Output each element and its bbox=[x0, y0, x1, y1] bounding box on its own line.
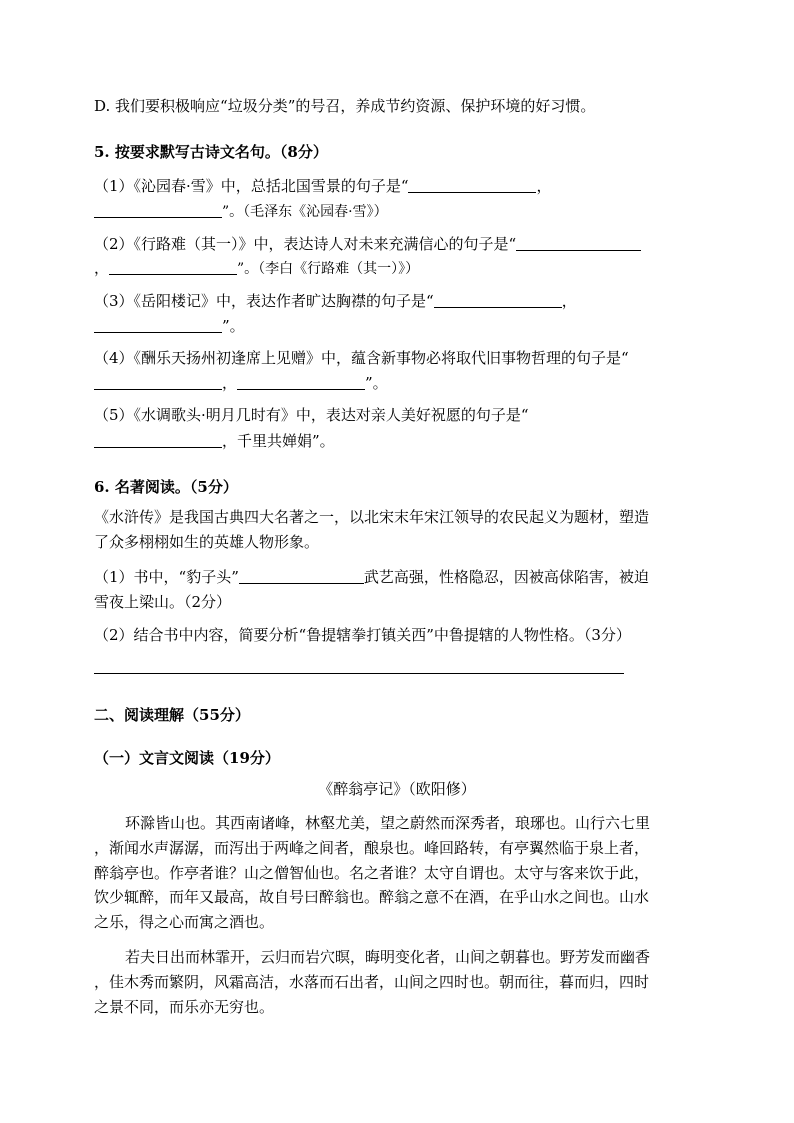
question-6-title: 6. 名著阅读。（5分） bbox=[94, 478, 238, 496]
q5-item-1-line-2: ”。（毛泽东《沁园春·雪》） bbox=[94, 200, 388, 223]
q5-item-5-line-2: ，千里共婵娟”。 bbox=[94, 430, 335, 452]
passage-line: 饮少辄醉，而年又最高，故自号曰醉翁也。醉翁之意不在酒，在乎山水之间也。山水 bbox=[94, 888, 650, 906]
question-5-title: 5. 按要求默写古诗文名句。（8分） bbox=[94, 143, 328, 161]
q6-intro-line-2: 了众多栩栩如生的英雄人物形象。 bbox=[94, 533, 320, 551]
answer-blank[interactable] bbox=[434, 291, 562, 308]
q5-item-2-line-2: ， ”。（李白《行路难（其一）》） bbox=[94, 259, 420, 277]
q6-part-1-line-1: （1）书中，“豹子头” 武艺高强，性格隐忍，因被高俅陷害，被迫 bbox=[94, 568, 649, 586]
answer-blank[interactable] bbox=[94, 373, 222, 390]
answer-line[interactable] bbox=[94, 673, 624, 674]
passage-line: 若夫日出而林霏开，云归而岩穴暝，晦明变化者，山间之朝暮也。野芳发而幽香 bbox=[125, 948, 651, 966]
q5-item-1-line-1: （1）《沁园春·雪》中，总括北国雪景的句子是“ ， bbox=[94, 177, 552, 195]
answer-blank[interactable] bbox=[94, 316, 222, 333]
answer-blank[interactable] bbox=[516, 234, 641, 251]
answer-blank[interactable] bbox=[239, 567, 364, 584]
passage-line: ，渐闻水声潺潺，而泻出于两峰之间者，酿泉也。峰回路转，有亭翼然临于泉上者， bbox=[94, 839, 650, 857]
answer-blank[interactable] bbox=[109, 258, 237, 275]
section-2-title: 二、阅读理解（55分） bbox=[94, 706, 250, 724]
passage-line: 之景不同，而乐亦无穷也。 bbox=[94, 998, 275, 1016]
passage-title: 《醉翁亭记》（欧阳修） bbox=[318, 780, 476, 798]
q6-intro-line-1: 《水浒传》是我国古典四大名著之一，以北宋末年宋江领导的农民起义为题材，塑造 bbox=[94, 508, 650, 526]
q5-item-4-line-1: （4）《酬乐天扬州初逢席上见赠》中，蕴含新事物必将取代旧事物哲理的句子是“ bbox=[94, 349, 629, 367]
q5-item-3-line-2: ”。 bbox=[94, 315, 245, 337]
q5-item-5-line-1: （5）《水调歌头·明月几时有》中，表达对亲人美好祝愿的句子是“ bbox=[94, 406, 529, 424]
q6-part-1-line-2: 雪夜上梁山。（2分） bbox=[94, 593, 232, 611]
q6-part-2: （2）结合书中内容，简要分析“鲁提辖拳打镇关西”中鲁提辖的人物性格。（3分） bbox=[94, 626, 631, 644]
answer-blank[interactable] bbox=[408, 176, 536, 193]
subsection-title: （一）文言文阅读（19分） bbox=[94, 749, 280, 767]
q5-item-2-line-1: （2）《行路难（其一）》中，表达诗人对未来充满信心的句子是“ bbox=[94, 233, 641, 255]
passage-line: 环滁皆山也。其西南诸峰，林壑尤美，望之蔚然而深秀者，琅琊也。山行六七里 bbox=[125, 814, 651, 832]
answer-blank[interactable] bbox=[237, 373, 365, 390]
q5-item-4-line-2: ， ”。 bbox=[94, 372, 388, 394]
answer-blank[interactable] bbox=[94, 431, 222, 448]
passage-line: ，佳木秀而繁阴，风霜高洁，水落而石出者，山间之四时也。朝而往，暮而归，四时 bbox=[94, 973, 650, 991]
answer-blank[interactable] bbox=[94, 201, 222, 218]
option-d: D. 我们要积极响应“垃圾分类”的号召，养成节约资源、保护环境的好习惯。 bbox=[94, 97, 596, 115]
passage-line: 醉翁亭也。作亭者谁？山之僧智仙也。名之者谁？太守自谓也。太守与客来饮于此， bbox=[94, 864, 650, 882]
q5-item-3-line-1: （3）《岳阳楼记》中，表达作者旷达胸襟的句子是“ ， bbox=[94, 292, 577, 310]
passage-line: 之乐，得之心而寓之酒也。 bbox=[94, 913, 275, 931]
